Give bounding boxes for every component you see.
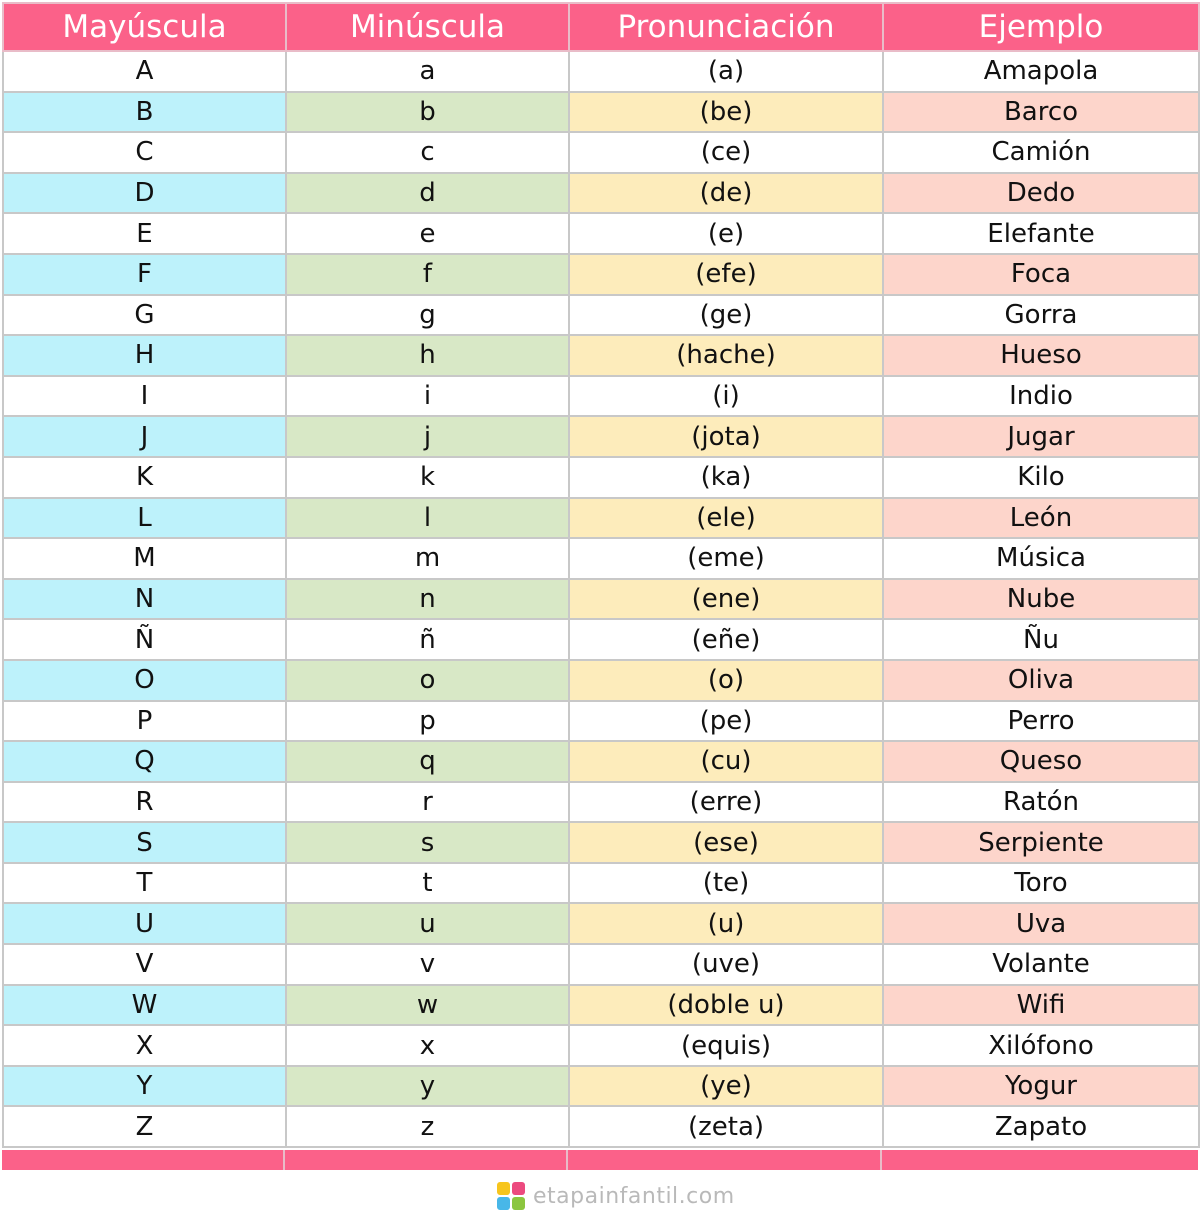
example-cell: Wifi: [883, 985, 1199, 1026]
uppercase-cell: A: [3, 51, 286, 92]
example-cell: Barco: [883, 92, 1199, 133]
lowercase-cell: a: [286, 51, 569, 92]
site-logo: [497, 1180, 735, 1212]
example-cell: Música: [883, 538, 1199, 579]
lowercase-cell: x: [286, 1025, 569, 1066]
pronunciation-cell: (hache): [569, 335, 883, 376]
uppercase-cell: X: [3, 1025, 286, 1066]
lowercase-cell: f: [286, 254, 569, 295]
pronunciation-cell: (doble u): [569, 985, 883, 1026]
table-row: [3, 660, 1199, 701]
table-row: [3, 944, 1199, 985]
table-row: [3, 457, 1199, 498]
uppercase-cell: E: [3, 213, 286, 254]
lowercase-cell: c: [286, 132, 569, 173]
pronunciation-cell: (ese): [569, 822, 883, 863]
table-row: [3, 782, 1199, 823]
example-cell: Volante: [883, 944, 1199, 985]
pronunciation-cell: (cu): [569, 741, 883, 782]
uppercase-cell: C: [3, 132, 286, 173]
lowercase-cell: e: [286, 213, 569, 254]
table-row: [3, 538, 1199, 579]
example-cell: Elefante: [883, 213, 1199, 254]
example-cell: Ratón: [883, 782, 1199, 823]
example-cell: Uva: [883, 903, 1199, 944]
lowercase-cell: q: [286, 741, 569, 782]
lowercase-cell: o: [286, 660, 569, 701]
example-cell: Queso: [883, 741, 1199, 782]
pronunciation-cell: (efe): [569, 254, 883, 295]
example-cell: Gorra: [883, 295, 1199, 336]
table-row: [3, 619, 1199, 660]
footer-bar-cell: [882, 1150, 1198, 1170]
footer-bar-cell: [2, 1150, 285, 1170]
pronunciation-cell: (o): [569, 660, 883, 701]
example-cell: Ñu: [883, 619, 1199, 660]
lowercase-cell: s: [286, 822, 569, 863]
example-cell: Yogur: [883, 1066, 1199, 1107]
uppercase-cell: U: [3, 903, 286, 944]
pronunciation-cell: (i): [569, 376, 883, 417]
alphabet-table-container: [2, 2, 1198, 1148]
table-row: [3, 863, 1199, 904]
lowercase-cell: p: [286, 701, 569, 742]
uppercase-cell: W: [3, 985, 286, 1026]
uppercase-cell: R: [3, 782, 286, 823]
table-row: [3, 335, 1199, 376]
pronunciation-cell: (u): [569, 903, 883, 944]
pronunciation-cell: (uve): [569, 944, 883, 985]
pronunciation-cell: (eme): [569, 538, 883, 579]
table-row: [3, 295, 1199, 336]
table-row: [3, 173, 1199, 214]
table-row: [3, 985, 1199, 1026]
example-cell: Foca: [883, 254, 1199, 295]
pronunciation-cell: (ele): [569, 498, 883, 539]
lowercase-cell: z: [286, 1106, 569, 1147]
table-row: [3, 822, 1199, 863]
uppercase-cell: Z: [3, 1106, 286, 1147]
lowercase-cell: w: [286, 985, 569, 1026]
header-lowercase: Minúscula: [286, 3, 569, 51]
example-cell: Kilo: [883, 457, 1199, 498]
puzzle-icon: [497, 1182, 525, 1210]
table-row: [3, 132, 1199, 173]
uppercase-cell: T: [3, 863, 286, 904]
pronunciation-cell: (pe): [569, 701, 883, 742]
example-cell: Indio: [883, 376, 1199, 417]
uppercase-cell: D: [3, 173, 286, 214]
uppercase-cell: S: [3, 822, 286, 863]
lowercase-cell: ñ: [286, 619, 569, 660]
lowercase-cell: m: [286, 538, 569, 579]
logo-piece: [497, 1182, 510, 1195]
table-row: [3, 92, 1199, 133]
logo-piece: [497, 1197, 510, 1210]
example-cell: Zapato: [883, 1106, 1199, 1147]
uppercase-cell: P: [3, 701, 286, 742]
pronunciation-cell: (ka): [569, 457, 883, 498]
uppercase-cell: H: [3, 335, 286, 376]
pronunciation-cell: (jota): [569, 416, 883, 457]
footer-bar: [2, 1150, 1198, 1170]
uppercase-cell: Q: [3, 741, 286, 782]
table-row: [3, 701, 1199, 742]
table-row: [3, 1106, 1199, 1147]
logo-piece: [512, 1182, 525, 1195]
table-row: [3, 254, 1199, 295]
uppercase-cell: Y: [3, 1066, 286, 1107]
logo-text: etapainfantil.com: [533, 1183, 735, 1209]
uppercase-cell: I: [3, 376, 286, 417]
lowercase-cell: t: [286, 863, 569, 904]
example-cell: Hueso: [883, 335, 1199, 376]
pronunciation-cell: (ce): [569, 132, 883, 173]
example-cell: Xilófono: [883, 1025, 1199, 1066]
example-cell: Perro: [883, 701, 1199, 742]
table-row: [3, 498, 1199, 539]
table-row: [3, 1066, 1199, 1107]
table-header: [3, 3, 1199, 51]
table-row: [3, 741, 1199, 782]
uppercase-cell: L: [3, 498, 286, 539]
pronunciation-cell: (a): [569, 51, 883, 92]
lowercase-cell: u: [286, 903, 569, 944]
example-cell: Serpiente: [883, 822, 1199, 863]
example-cell: Nube: [883, 579, 1199, 620]
alphabet-table: [2, 2, 1200, 1148]
lowercase-cell: y: [286, 1066, 569, 1107]
uppercase-cell: V: [3, 944, 286, 985]
example-cell: Dedo: [883, 173, 1199, 214]
table-row: [3, 1025, 1199, 1066]
pronunciation-cell: (ye): [569, 1066, 883, 1107]
footer-bar-cell: [285, 1150, 568, 1170]
uppercase-cell: Ñ: [3, 619, 286, 660]
table-body: [3, 51, 1199, 1147]
pronunciation-cell: (e): [569, 213, 883, 254]
lowercase-cell: v: [286, 944, 569, 985]
header-example: Ejemplo: [883, 3, 1199, 51]
uppercase-cell: O: [3, 660, 286, 701]
uppercase-cell: G: [3, 295, 286, 336]
example-cell: León: [883, 498, 1199, 539]
lowercase-cell: n: [286, 579, 569, 620]
header-row: [3, 3, 1199, 51]
lowercase-cell: k: [286, 457, 569, 498]
uppercase-cell: M: [3, 538, 286, 579]
table-row: [3, 903, 1199, 944]
lowercase-cell: j: [286, 416, 569, 457]
uppercase-cell: J: [3, 416, 286, 457]
example-cell: Amapola: [883, 51, 1199, 92]
table-row: [3, 579, 1199, 620]
uppercase-cell: N: [3, 579, 286, 620]
pronunciation-cell: (eñe): [569, 619, 883, 660]
pronunciation-cell: (be): [569, 92, 883, 133]
uppercase-cell: B: [3, 92, 286, 133]
lowercase-cell: r: [286, 782, 569, 823]
example-cell: Camión: [883, 132, 1199, 173]
lowercase-cell: g: [286, 295, 569, 336]
table-row: [3, 416, 1199, 457]
pronunciation-cell: (equis): [569, 1025, 883, 1066]
pronunciation-cell: (erre): [569, 782, 883, 823]
example-cell: Oliva: [883, 660, 1199, 701]
uppercase-cell: F: [3, 254, 286, 295]
pronunciation-cell: (ene): [569, 579, 883, 620]
example-cell: Toro: [883, 863, 1199, 904]
pronunciation-cell: (te): [569, 863, 883, 904]
example-cell: Jugar: [883, 416, 1199, 457]
table-row: [3, 213, 1199, 254]
pronunciation-cell: (ge): [569, 295, 883, 336]
header-pronunciation: Pronunciación: [569, 3, 883, 51]
lowercase-cell: h: [286, 335, 569, 376]
lowercase-cell: b: [286, 92, 569, 133]
lowercase-cell: d: [286, 173, 569, 214]
table-row: [3, 376, 1199, 417]
pronunciation-cell: (zeta): [569, 1106, 883, 1147]
header-uppercase: Mayúscula: [3, 3, 286, 51]
logo-piece: [512, 1197, 525, 1210]
footer-bar-cell: [568, 1150, 882, 1170]
pronunciation-cell: (de): [569, 173, 883, 214]
table-row: [3, 51, 1199, 92]
lowercase-cell: l: [286, 498, 569, 539]
lowercase-cell: i: [286, 376, 569, 417]
uppercase-cell: K: [3, 457, 286, 498]
